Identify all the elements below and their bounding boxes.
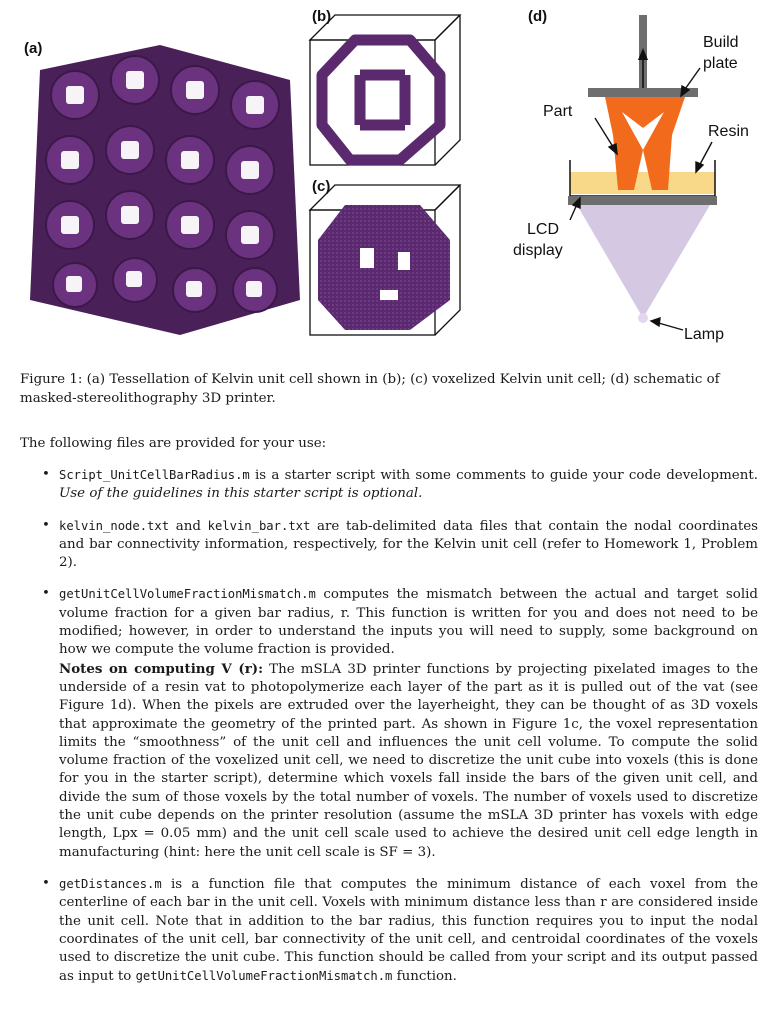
panel-label-a: (a) <box>24 40 43 57</box>
label-part: Part <box>543 103 573 120</box>
figure-graphics <box>0 0 768 360</box>
file-name: getUnitCellVolumeFractionMismatch.m <box>135 969 393 984</box>
list-item: • Script_UnitCellBarRadius.m is a starter script with some comments to guide your code development. Use of the guidelines in this starter script is optional. <box>42 467 758 502</box>
label-lcd-1: LCD <box>527 221 560 238</box>
lamp <box>638 313 648 323</box>
lcd-display <box>568 196 717 205</box>
file-list <box>20 466 758 1000</box>
file-name: kelvin_bar.txt <box>207 518 311 533</box>
resin <box>570 172 715 194</box>
notes-heading: Notes on computing V (r): <box>59 660 264 677</box>
list-item: • getUnitCellVolumeFractionMismatch.m computes the mismatch between the actual and target solid volume fraction for a given bar radius, r. This function is written for you and does not need to be modified; however, in order to understand the inputs you will need to supply, some background on how we compute the volume fraction is provided. Notes on computing V (r): The mSLA 3D printer functions by projecting pixelated images to the underside of a resin vat to photopolymerize each layer of the part as it is pulled out of the vat (see Figure 1d). When the pixels are extruded over the layerheight, they can be thought of as 3D voxels that approximate the geometry of the printed part. As shown in Figure 1c, the voxel representation limits the “smoothness” of the unit cell and influences the unit cell volume. To compute the solid volume fraction of the voxelized unit cell, we need to discretize the unit cube into voxels (this is done for you in the starter script), determine which voxels fall inside the bars of the given unit cell, and divide the sum of those voxels by the total number of voxels. The number of voxels used to discretize the unit cube depends on the printer resolution (assume the mSLA 3D printer has voxels with edge length, Lpx = 0.05 mm) and the unit cell scale used to achieve the desired unit cell edge length in manufacturing (hint: here the unit cell scale is SF = 3). <box>42 586 758 860</box>
panel-label-b: (b) <box>312 8 332 25</box>
list-item: • kelvin_node.txt and kelvin_bar.txt are tab-delimited data files that contain the nodal coordinates and bar connectivity information, respectively, for the Kelvin unit cell (refer to Homework 1, Problem 2). <box>42 517 758 571</box>
panel-label-c: (c) <box>312 178 331 195</box>
light-cone <box>577 205 710 318</box>
label-build-plate-2: plate <box>703 55 738 72</box>
file-name: getUnitCellVolumeFractionMismatch.m <box>59 587 316 602</box>
kelvin-unit-cell <box>310 15 460 165</box>
file-name: kelvin_node.txt <box>59 518 170 533</box>
printer-schematic <box>568 15 717 330</box>
voxelized-unit-cell <box>310 185 460 335</box>
file-name: getDistances.m <box>59 876 162 891</box>
label-lamp: Lamp <box>684 326 725 343</box>
panel-label-d: (d) <box>528 8 548 25</box>
label-lcd-2: display <box>513 242 563 259</box>
intro-text: The following files are provided for your use: <box>20 436 327 451</box>
figure-1 <box>0 0 768 360</box>
label-resin: Resin <box>708 123 749 140</box>
kelvin-tessellation <box>30 45 300 335</box>
file-name: Script_UnitCellBarRadius.m <box>59 468 250 482</box>
figure-caption: Figure 1: (a) Tessellation of Kelvin unit cell shown in (b); (c) voxelized Kelvin unit cell; (d) schematic of masked-stereolithography 3D printer. <box>20 372 720 406</box>
label-build-plate-1: Build <box>703 34 739 51</box>
list-item: • getDistances.m is a function file that computes the minimum distance of each voxel from the centerline of each bar in the unit cell. Voxels with minimum distance less than r are considered inside the unit cell. Note that in addition to the bar radius, this function requires you to input the nodal coordinates of the unit cell, bar connectivity of the unit cell, and centroidal coordinates of the voxels used to discretize the unit cube. This function should be called from your script and its output passed as input to getUnitCellVolumeFractionMismatch.m function. <box>42 875 758 985</box>
